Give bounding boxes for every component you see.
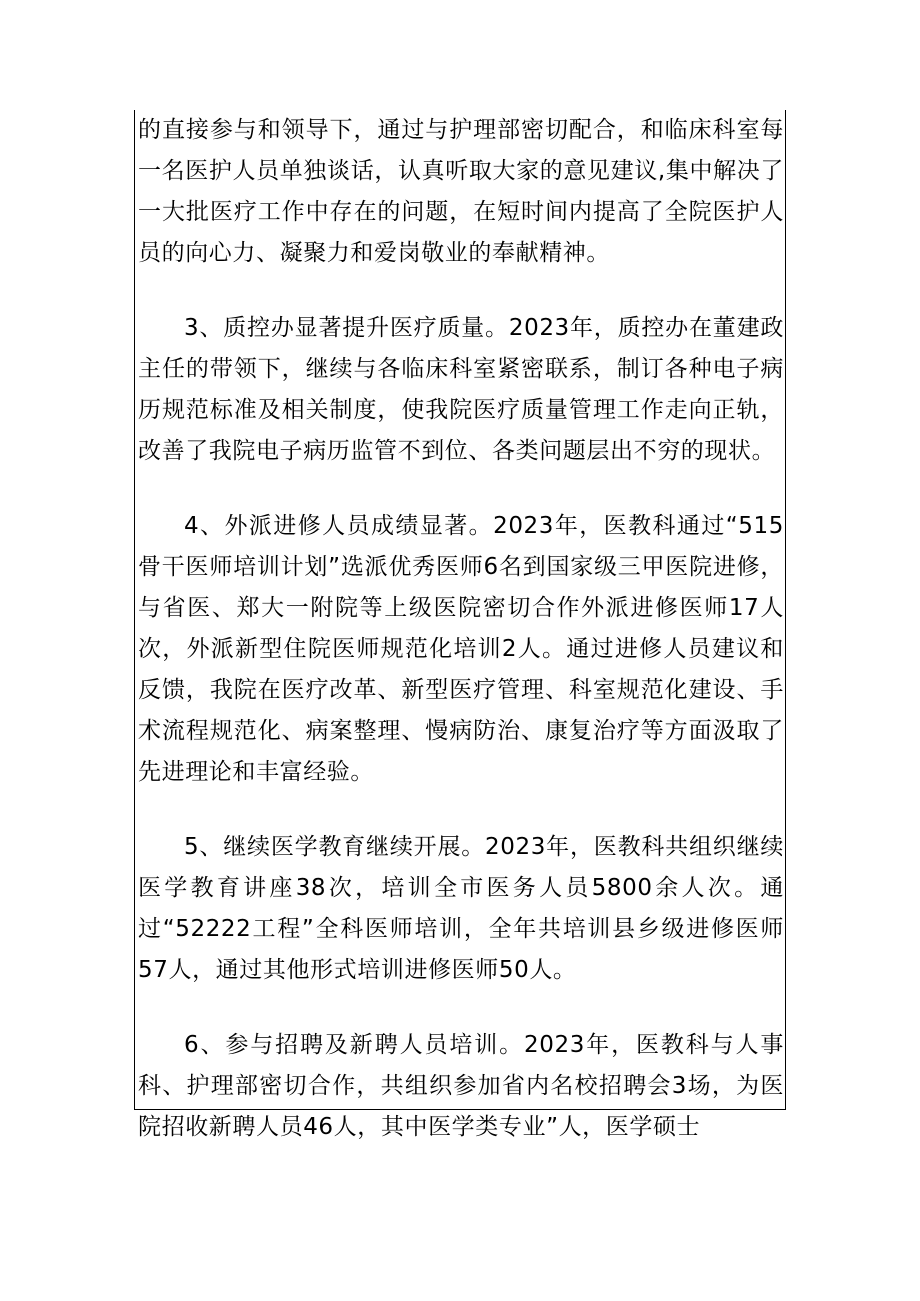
- paragraph-item-5: 5、继续医学教育继续开展。2023年，医教科共组织继续医学教育讲座38次，培训全市医务人员5800余人次。通过“52222工程”全科医师培训，全年共培训县乡级进修医师57人，通过其他形式培训进修医师50人。: [138, 834, 784, 983]
- paragraph-item-6: 6、参与招聘及新聘人员培训。2023年，医教科与人事科、护理部密切合作，共组织参加省内名校招聘会3场，为医院招收新聘人员46人，其中医学类专业”人，医学硕士: [138, 1032, 784, 1140]
- paragraph-continuation: 的直接参与和领导下，通过与护理部密切配合，和临床科室每一名医护人员单独谈话，认真听取大家的意见建议,集中解决了一大批医疗工作中存在的问题，在短时间内提高了全院医护人员的向心力、凝聚力和爱岗敬业的奉献精神。: [138, 117, 784, 266]
- paragraph-item-3: 3、质控办显著提升医疗质量。2023年，质控办在董建政主任的带领下，继续与各临床科室紧密联系，制订各种电子病历规范标准及相关制度，使我院医疗质量管理工作走向正轨，改善了我院电子病历监管不到位、各类问题层出不穷的现状。: [138, 315, 784, 464]
- document-body: [138, 110, 784, 1148]
- paragraph-item-4: 4、外派进修人员成绩显著。2023年，医教科通过“515骨干医师培训计划”选派优秀医师6名到国家级三甲医院进修，与省医、郑大一附院等上级医院密切合作外派进修医师17人次，外派新型住院医师规范化培训2人。通过进修人员建议和反馈，我院在医疗改革、新型医疗管理、科室规范化建设、手术流程规范化、病案整理、慢病防治、康复治疗等方面汲取了先进理论和丰富经验。: [138, 513, 784, 785]
- paragraph-gap: [138, 793, 784, 827]
- paragraph-gap: [138, 274, 784, 308]
- paragraph-gap: [138, 991, 784, 1025]
- paragraph-gap: [138, 472, 784, 506]
